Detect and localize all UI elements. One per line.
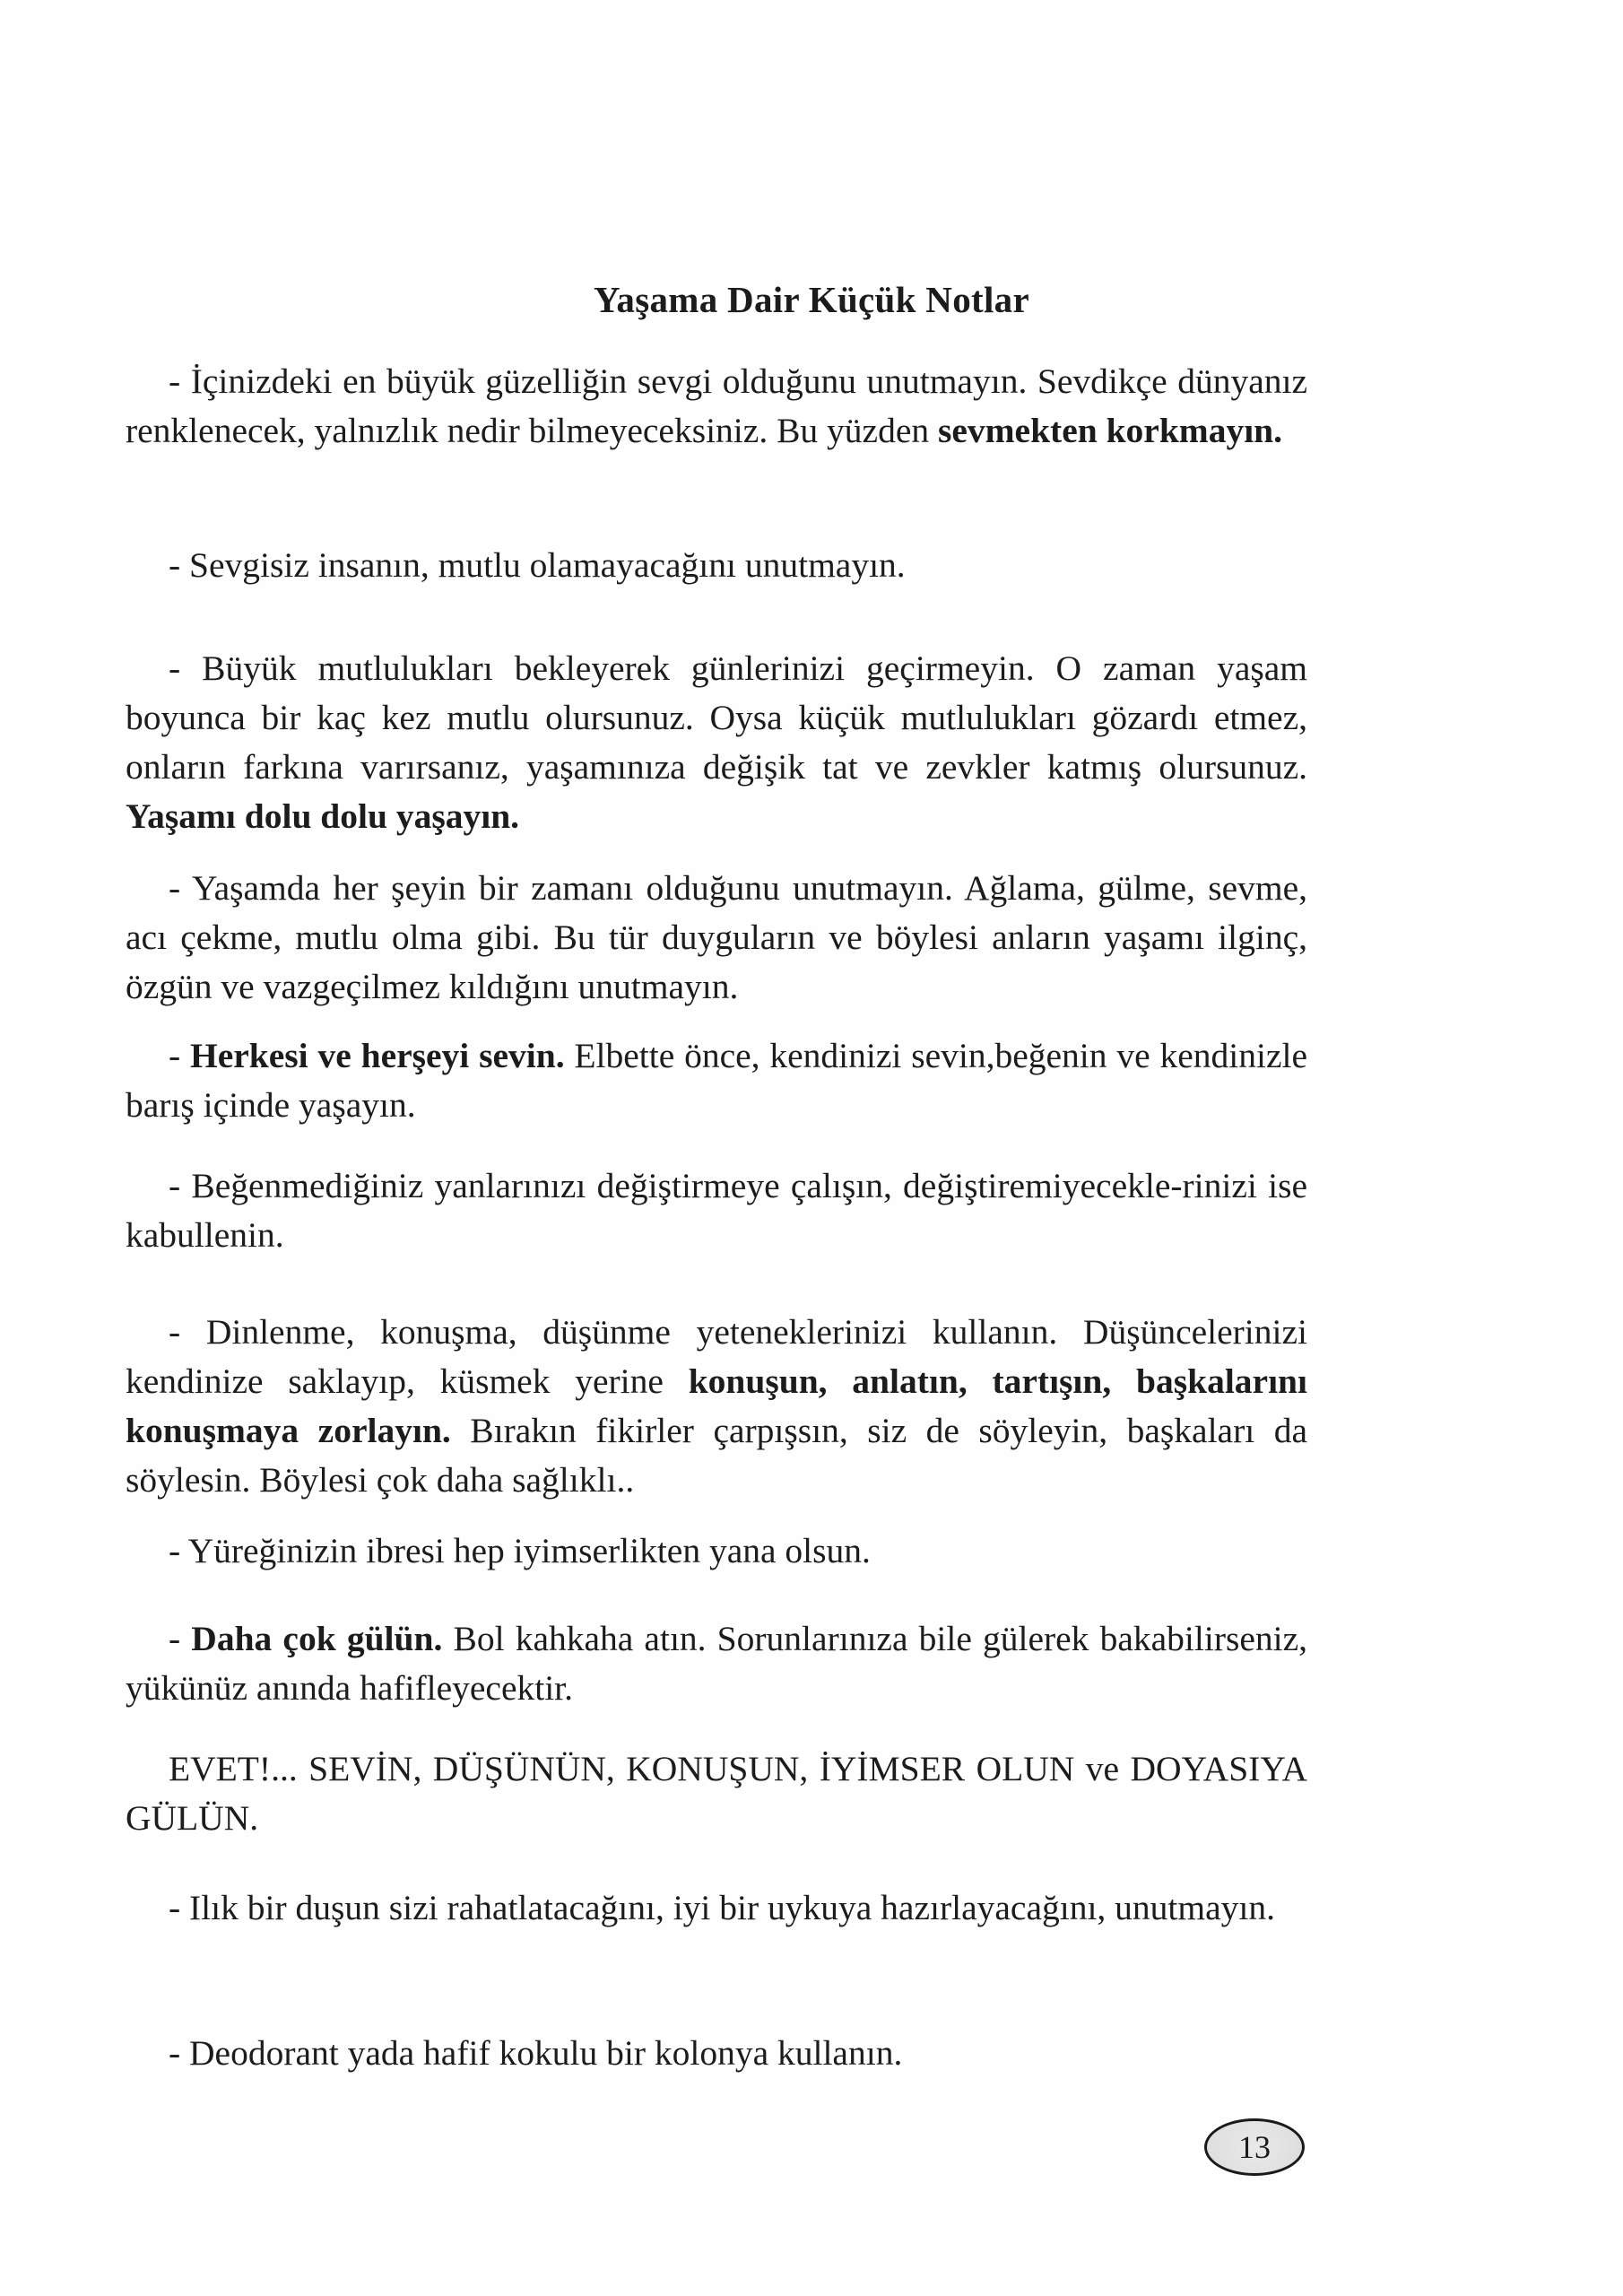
text-segment: - <box>169 1036 190 1075</box>
text-segment: - Beğenmediğiniz yanlarınızı değiştirmeye çalışın, değiştiremiyecekle-rinizi ise kabullenin. <box>126 1166 1307 1255</box>
text-segment: - İçinizdeki en büyük güzelliğin sevgi olduğunu unutmayın. Sevdikçe dünyanız renklenecek, yalnızlık nedir bilmeyeceksiniz. Bu yüzden <box>126 361 1307 450</box>
paragraph <box>126 541 1307 590</box>
text-segment: Bol kahkaha atın. Sorunlarınıza bile gülerek bakabilirseniz, yükünüz anında hafifleyecektir. <box>126 1619 1308 1708</box>
text-segment: Bırakın fikirler çarpışsın, siz de söyleyin, başkaları da söylesin. Böylesi çok daha sağlıklı.. <box>126 1411 1307 1500</box>
text-segment: - Yüreğinizin ibresi hep iyimserlikten yana olsun. <box>169 1531 871 1570</box>
paragraph <box>126 1883 1307 1933</box>
text-segment: - Deodorant yada hafif kokulu bir kolonya kullanın. <box>169 2033 903 2073</box>
text-segment: - Yaşamda her şeyin bir zamanı olduğunu unutmayın. Ağlama, gülme, sevme, acı çekme, mutlu olma gibi. Bu tür duyguların ve böylesi anların yaşamı ilginç, özgün ve vazgeçilmez kıldığını unutmayın. <box>126 868 1307 1006</box>
paragraph <box>126 1526 1307 1576</box>
text-segment: EVET!... SEVİN, DÜŞÜNÜN, KONUŞUN, İYİMSER OLUN ve DOYASIYA GÜLÜN. <box>126 1749 1307 1838</box>
paragraph <box>126 357 1307 456</box>
paragraph <box>126 1614 1307 1713</box>
page-title: Yaşama Dair Küçük Notlar <box>594 279 1029 320</box>
paragraph <box>126 1161 1307 1260</box>
page-number: 13 <box>1238 2129 1271 2165</box>
paragraph <box>126 644 1307 841</box>
bold-text-segment: Yaşamı dolu dolu yaşayın. <box>126 796 520 836</box>
paragraph-emphasis <box>126 1744 1307 1843</box>
text-segment: - Dinlenme, konuşma, düşünme yeteneklerinizi kullanın. Düşüncelerinizi kendinize saklayıp, küsmek yerine <box>126 1312 1307 1401</box>
bold-text-segment: Daha çok gülün. <box>191 1619 443 1658</box>
bold-text-segment: konuşun, anlatın, tartışın, başkalarını konuşmaya zorlayın. <box>126 1361 1307 1450</box>
text-segment: Elbette önce, kendinizi sevin,beğenin ve kendinizle barış içinde yaşayın. <box>126 1036 1307 1125</box>
paragraph <box>126 864 1307 1012</box>
paragraph <box>126 1308 1307 1505</box>
text-segment: - <box>169 1619 192 1658</box>
text-segment: - Ilık bir duşun sizi rahatlatacağını, iyi bir uykuya hazırlayacağını, unutmayın. <box>169 1888 1276 1927</box>
bold-text-segment: Herkesi ve herşeyi sevin. <box>190 1036 565 1075</box>
paragraph <box>126 2029 1307 2078</box>
text-segment: - Büyük mutlulukları bekleyerek günlerinizi geçirmeyin. O zaman yaşam boyunca bir kaç kez mutlu olursunuz. Oysa küçük mutlulukları gözardı etmez, onların farkına varırsanız, yaşamınıza değişik tat ve zevkler katmış olursunuz. <box>126 648 1307 787</box>
bold-text-segment: sevmekten korkmayın. <box>937 411 1283 450</box>
page-number-badge <box>1204 2118 1305 2176</box>
paragraph <box>126 1031 1307 1130</box>
text-segment: - Sevgisiz insanın, mutlu olamayacağını unutmayın. <box>169 545 906 585</box>
